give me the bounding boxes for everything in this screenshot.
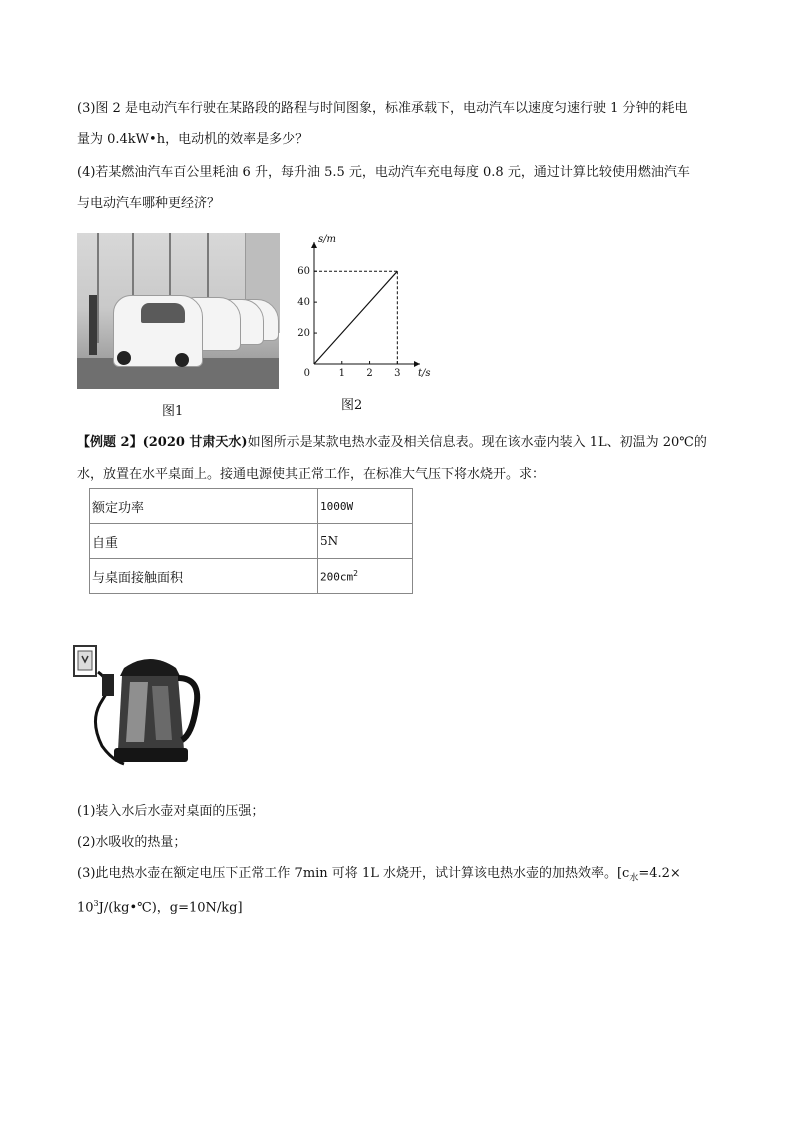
table-row <box>90 524 413 559</box>
origin-label: 0 <box>303 368 310 379</box>
distance-time-line <box>314 271 397 364</box>
q3-line2: 量为 0.4kW•h，电动机的效率是多少？ <box>77 132 309 147</box>
table-cell-value: 5N <box>318 524 413 559</box>
example2-line2: 水，放置在水平桌面上。接通电源使其正常工作，在标准大气压下将水烧开。求： <box>77 467 546 482</box>
example2-line1-text: 如图所示是某款电热水壶及相关信息表。现在该水壶内装入 1L、初温为 20℃的 <box>247 435 707 450</box>
example2-tag: 【例题 2】(2020 甘肃天水) <box>77 435 248 450</box>
y-tick-label: 40 <box>297 297 310 309</box>
example2-line1 <box>77 434 707 452</box>
specific-heat-value: =4.2× <box>638 866 681 881</box>
y-tick-label: 60 <box>297 266 310 278</box>
specific-heat-base: 10 <box>77 900 94 916</box>
figure2-caption: 图2 <box>341 398 363 413</box>
electric-kettle-image <box>72 642 202 777</box>
specific-heat-exponent: 3 <box>93 899 99 908</box>
table-cell-value <box>318 559 413 594</box>
distance-time-graph <box>292 234 431 383</box>
x-tick-label: 3 <box>394 368 401 379</box>
q3-line1: (3)图 2 是电动汽车行驶在某路段的路程与时间图象，标准承载下，电动汽车以速度匀速行驶 1 分钟的耗电 <box>77 101 688 116</box>
table-cell-label: 自重 <box>90 524 318 559</box>
sub-question-3-line2 <box>77 895 243 917</box>
water-subscript: 水 <box>629 873 639 884</box>
table-cell-label: 额定功率 <box>90 489 318 524</box>
y-axis-arrow <box>311 242 317 248</box>
contact-area-exponent: 2 <box>353 568 358 578</box>
x-tick-label: 2 <box>366 368 373 379</box>
specific-heat-units: J/(kg•℃)，g=10N/kg] <box>98 900 243 916</box>
table-row <box>90 489 413 524</box>
table-cell-value: 1000W <box>318 489 413 524</box>
x-tick-label: 1 <box>338 368 345 379</box>
x-axis-arrow <box>414 361 420 367</box>
y-axis-label: s/m <box>318 234 336 245</box>
x-axis-label: t/s <box>418 368 431 379</box>
sub-question-1: (1)装入水后水壶对桌面的压强； <box>77 804 265 819</box>
figure1-caption: 图1 <box>162 404 184 419</box>
table-cell-label: 与桌面接触面积 <box>90 559 318 594</box>
kettle-info-table <box>89 488 413 594</box>
sub-question-2: (2)水吸收的热量； <box>77 835 187 850</box>
sub-question-3-line1 <box>77 865 681 888</box>
q4-line2: 与电动汽车哪种更经济？ <box>77 196 221 211</box>
y-tick-label: 20 <box>297 328 310 340</box>
electric-cars-photo <box>77 233 279 389</box>
table-row <box>90 559 413 594</box>
q4-line1: (4)若某燃油汽车百公里耗油 6 升，每升油 5.5 元，电动汽车充电每度 0.8 元，通过计算比较使用燃油汽车 <box>77 165 690 180</box>
contact-area-value: 200cm <box>320 570 354 584</box>
sub-question-3-text: (3)此电热水壶在额定电压下正常工作 7min 可将 1L 水烧开，试计算该电热水壶的加热效率。[c <box>77 866 630 881</box>
